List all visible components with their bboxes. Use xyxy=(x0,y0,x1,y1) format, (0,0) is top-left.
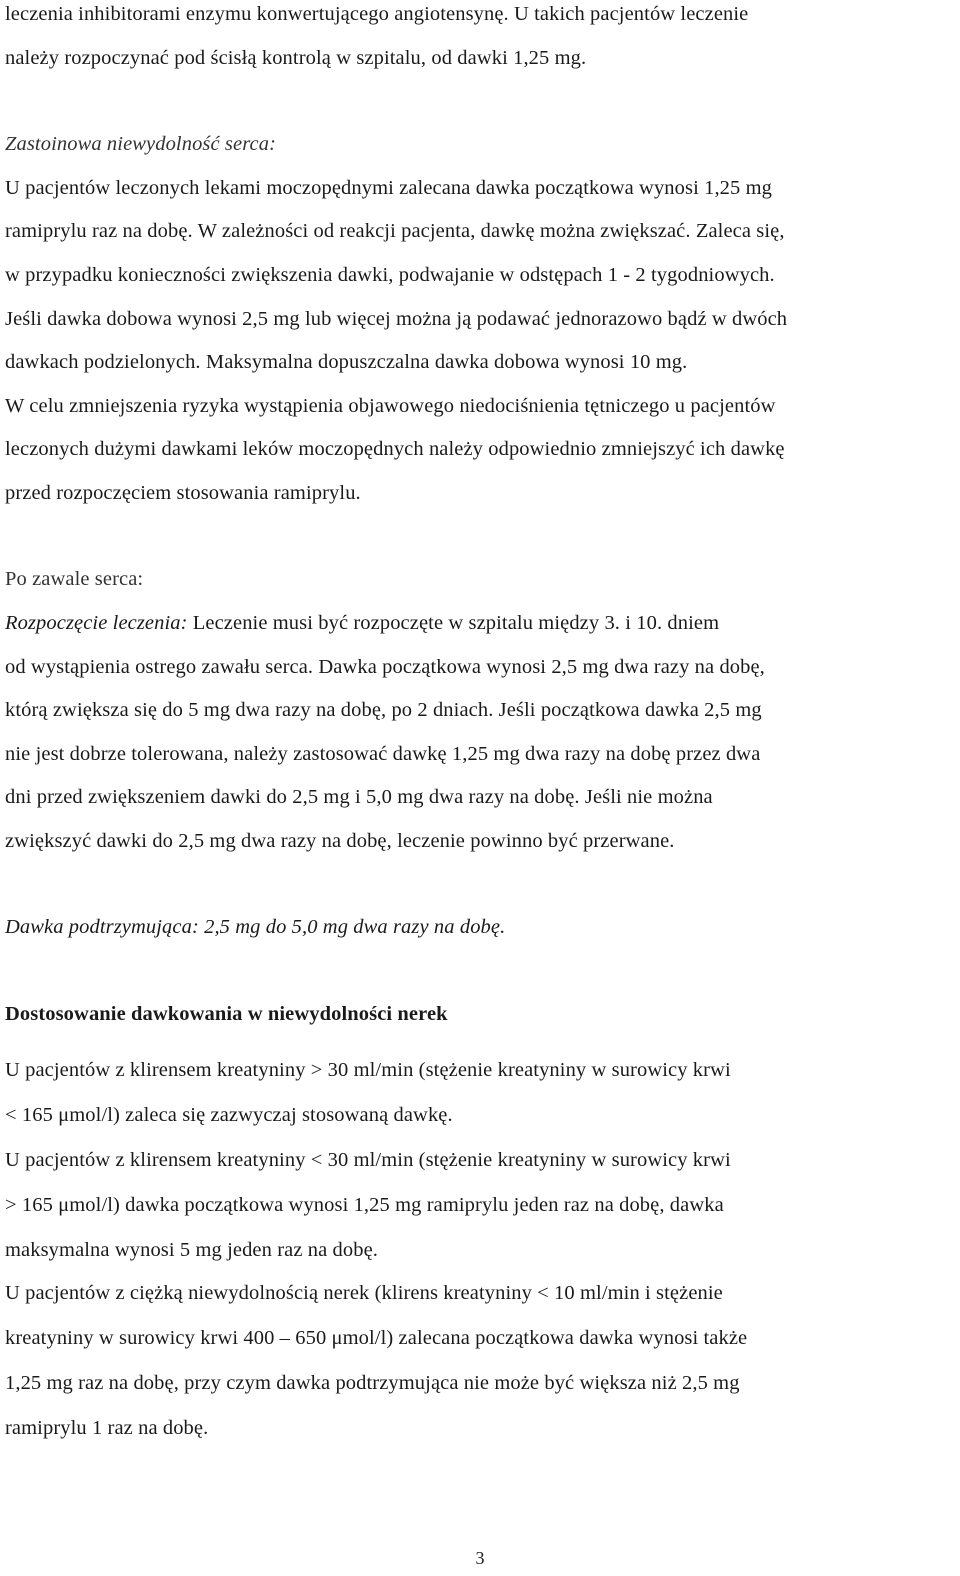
text-line: leczonych dużymi dawkami leków moczopędnych należy odpowiednio zmniejszyć ich dawkę xyxy=(5,438,785,460)
text-line: należy rozpoczynać pod ścisłą kontrolą w szpitalu, od dawki 1,25 mg. xyxy=(5,47,587,69)
text-line: U pacjentów leczonych lekami moczopędnymi zalecana dawka początkowa wynosi 1,25 mg xyxy=(5,177,772,199)
maintenance-dose-line: Dawka podtrzymująca: 2,5 mg do 5,0 mg dwa razy na dobę. xyxy=(5,916,506,938)
text-line: dawkach podzielonych. Maksymalna dopuszczalna dawka dobowa wynosi 10 mg. xyxy=(5,351,688,373)
text-line: U pacjentów z klirensem kreatyniny < 30 ml/min (stężenie kreatyniny w surowicy krwi xyxy=(5,1149,731,1171)
text-line: 1,25 mg raz na dobę, przy czym dawka podtrzymująca nie może być większa niż 2,5 mg xyxy=(5,1372,740,1394)
text-line xyxy=(5,613,719,634)
text-line: U pacjentów z ciężką niewydolnością nerek (klirens kreatyniny < 10 ml/min i stężenie xyxy=(5,1282,723,1304)
text-line: ramiprylu 1 raz na dobę. xyxy=(5,1417,209,1439)
text-line: od wystąpienia ostrego zawału serca. Dawka początkowa wynosi 2,5 mg dwa razy na dobę, xyxy=(5,656,765,678)
text-line: nie jest dobrze tolerowana, należy zastosować dawkę 1,25 mg dwa razy na dobę przez dwa xyxy=(5,743,761,765)
section-heading-zastoinowa: Zastoinowa niewydolność serca: xyxy=(5,133,277,155)
text-line: U pacjentów z klirensem kreatyniny > 30 ml/min (stężenie kreatyniny w surowicy krwi xyxy=(5,1059,731,1081)
text-line: maksymalna wynosi 5 mg jeden raz na dobę. xyxy=(5,1239,378,1261)
text-line: Jeśli dawka dobowa wynosi 2,5 mg lub więcej można ją podawać jednorazowo bądź w dwóch xyxy=(5,308,788,330)
text-line: którą zwiększa się do 5 mg dwa razy na dobę, po 2 dniach. Jeśli początkowa dawka 2,5 mg xyxy=(5,699,762,721)
text-line: w przypadku konieczności zwiększenia dawki, podwajanie w odstępach 1 - 2 tygodniowych. xyxy=(5,264,775,286)
text-line: dni przed zwiększeniem dawki do 2,5 mg i 5,0 mg dwa razy na dobę. Jeśli nie można xyxy=(5,786,713,808)
inline-italic-label: Rozpoczęcie leczenia: xyxy=(5,612,188,634)
text-line: zwiększyć dawki do 2,5 mg dwa razy na dobę, leczenie powinno być przerwane. xyxy=(5,830,675,852)
text-line: W celu zmniejszenia ryzyka wystąpienia objawowego niedociśnienia tętniczego u pacjentów xyxy=(5,395,776,417)
text-line: ramiprylu raz na dobę. W zależności od reakcji pacjenta, dawkę można zwiększać. Zaleca się, xyxy=(5,220,785,242)
inline-text: Leczenie musi być rozpoczęte w szpitalu między 3. i 10. dniem xyxy=(187,612,720,634)
section-heading-nerki: Dostosowanie dawkowania w niewydolności nerek xyxy=(5,1003,448,1025)
section-heading-po-zawale: Po zawale serca: xyxy=(5,568,144,590)
text-line: leczenia inhibitorami enzymu konwertującego angiotensynę. U takich pacjentów leczenie xyxy=(5,3,749,25)
text-line: kreatyniny w surowicy krwi 400 – 650 μmol/l) zalecana początkowa dawka wynosi także xyxy=(5,1327,748,1349)
text-line: > 165 μmol/l) dawka początkowa wynosi 1,25 mg ramiprylu jeden raz na dobę, dawka xyxy=(5,1194,724,1216)
page-number: 3 xyxy=(475,1548,485,1568)
text-line: przed rozpoczęciem stosowania ramiprylu. xyxy=(5,482,361,504)
text-line: < 165 μmol/l) zaleca się zazwyczaj stosowaną dawkę. xyxy=(5,1104,453,1126)
